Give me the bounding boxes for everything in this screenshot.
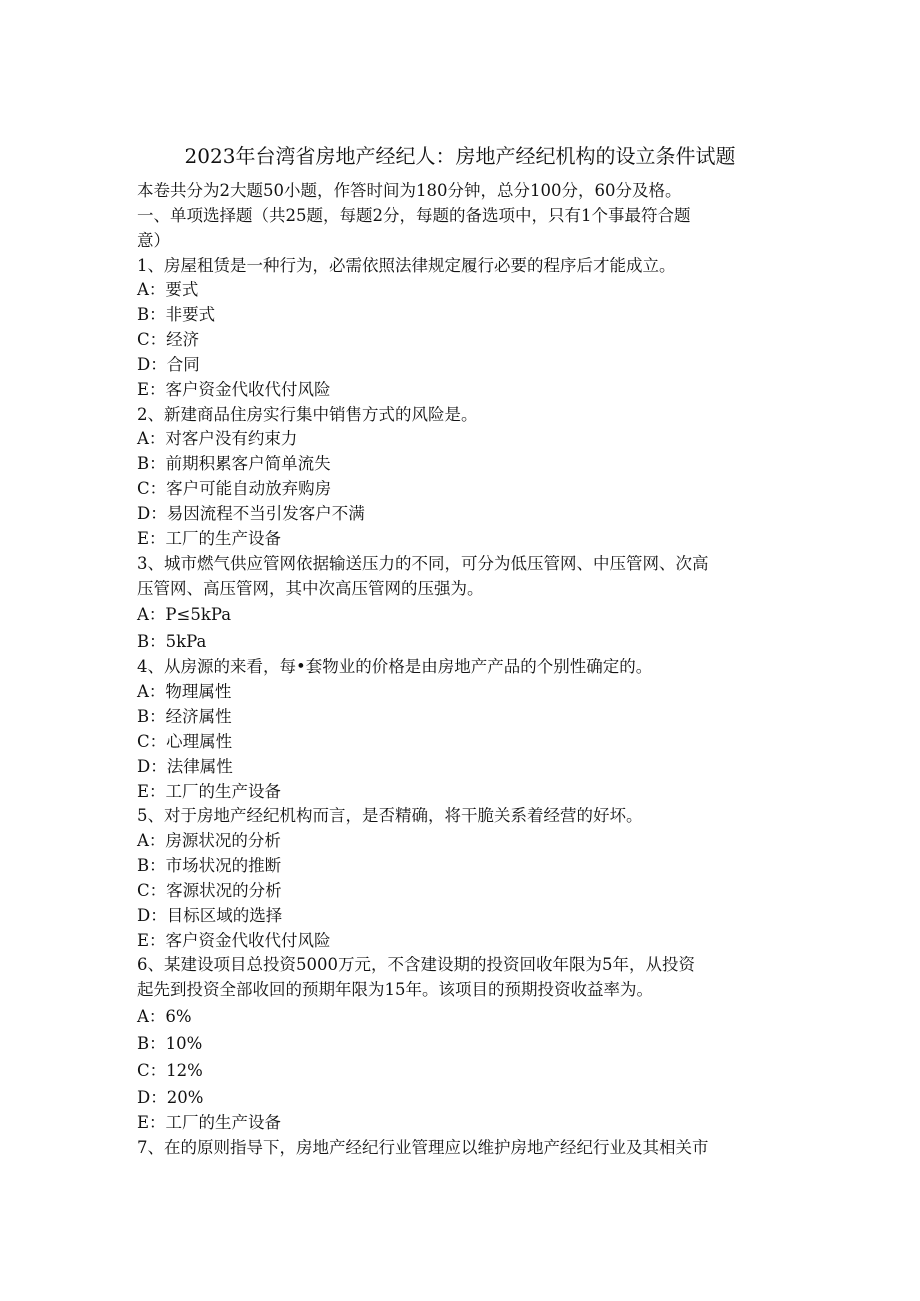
document-body — [137, 179, 787, 1161]
option-a: A：对客户没有约束力 — [137, 429, 298, 449]
question-text: 2、新建商品住房实行集中销售方式的风险是。 — [137, 404, 478, 424]
option-d: D：20% — [137, 1088, 204, 1108]
option-d: D：合同 — [137, 354, 200, 374]
question-6 — [137, 953, 787, 1136]
option-e: E：工厂的生产设备 — [137, 1113, 282, 1133]
question-text: 5、对于房地产经纪机构而言，是否精确，将干脆关系着经营的好坏。 — [137, 806, 643, 826]
question-text-continued: 起先到投资全部收回的预期年限为15年。该项目的预期投资收益率为。 — [137, 980, 653, 1000]
option-c: C：经济 — [137, 330, 200, 350]
option-c: C：12% — [137, 1061, 203, 1081]
question-7 — [137, 1136, 787, 1161]
option-b: B：10% — [137, 1034, 203, 1054]
option-a: A：要式 — [137, 280, 199, 300]
question-3 — [137, 552, 787, 656]
option-b: B：5kPa — [137, 632, 207, 652]
question-text: 6、某建设项目总投资5000万元，不含建设期的投资回收年限为5年，从投资 — [137, 955, 695, 975]
question-text: 1、房屋租赁是一种行为，必需依照法律规定履行必要的程序后才能成立。 — [137, 255, 676, 275]
question-4 — [137, 655, 787, 804]
option-d: D：易因流程不当引发客户不满 — [137, 503, 365, 523]
exam-intro: 本卷共分为2大题50小题，作答时间为180分钟，总分100分，60分及格。 — [137, 181, 682, 200]
option-a: A：P≤5kPa — [137, 605, 232, 625]
question-5 — [137, 804, 787, 953]
option-e: E：工厂的生产设备 — [137, 781, 282, 801]
section-heading-continued: 意） — [137, 230, 170, 250]
option-c: C：客户可能自动放弃购房 — [137, 479, 332, 499]
option-d: D：目标区域的选择 — [137, 905, 283, 925]
option-b: B：市场状况的推断 — [137, 856, 282, 876]
question-text: 3、城市燃气供应管网依据输送压力的不同，可分为低压管网、中压管网、次高 — [137, 553, 709, 573]
option-c: C：心理属性 — [137, 731, 233, 751]
document-title: 2023年台湾省房地产经纪人：房地产经纪机构的设立条件试题 — [184, 144, 736, 168]
option-a: A：房源状况的分析 — [137, 831, 281, 851]
option-a: A：物理属性 — [137, 682, 232, 702]
option-e: E：客户资金代收代付风险 — [137, 379, 331, 399]
question-text: 4、从房源的来看，每•套物业的价格是由房地产产品的个别性确定的。 — [137, 657, 653, 677]
option-a: A：6% — [137, 1007, 192, 1027]
section-heading: 一、单项选择题（共25题，每题2分，每题的备选项中，只有1个事最符合题 — [137, 205, 691, 225]
option-e: E：工厂的生产设备 — [137, 528, 282, 548]
question-2 — [137, 403, 787, 552]
question-text-continued: 压管网、高压管网，其中次高压管网的压强为。 — [137, 578, 484, 598]
option-c: C：客源状况的分析 — [137, 880, 282, 900]
question-text: 7、在的原则指导下，房地产经纪行业管理应以维护房地产经纪行业及其相关市 — [137, 1138, 709, 1157]
option-b: B：经济属性 — [137, 707, 232, 727]
option-b: B：非要式 — [137, 305, 216, 325]
option-b: B：前期积累客户简单流失 — [137, 454, 331, 474]
option-d: D：法律属性 — [137, 756, 233, 776]
question-1 — [137, 254, 787, 403]
option-e: E：客户资金代收代付风险 — [137, 930, 331, 950]
